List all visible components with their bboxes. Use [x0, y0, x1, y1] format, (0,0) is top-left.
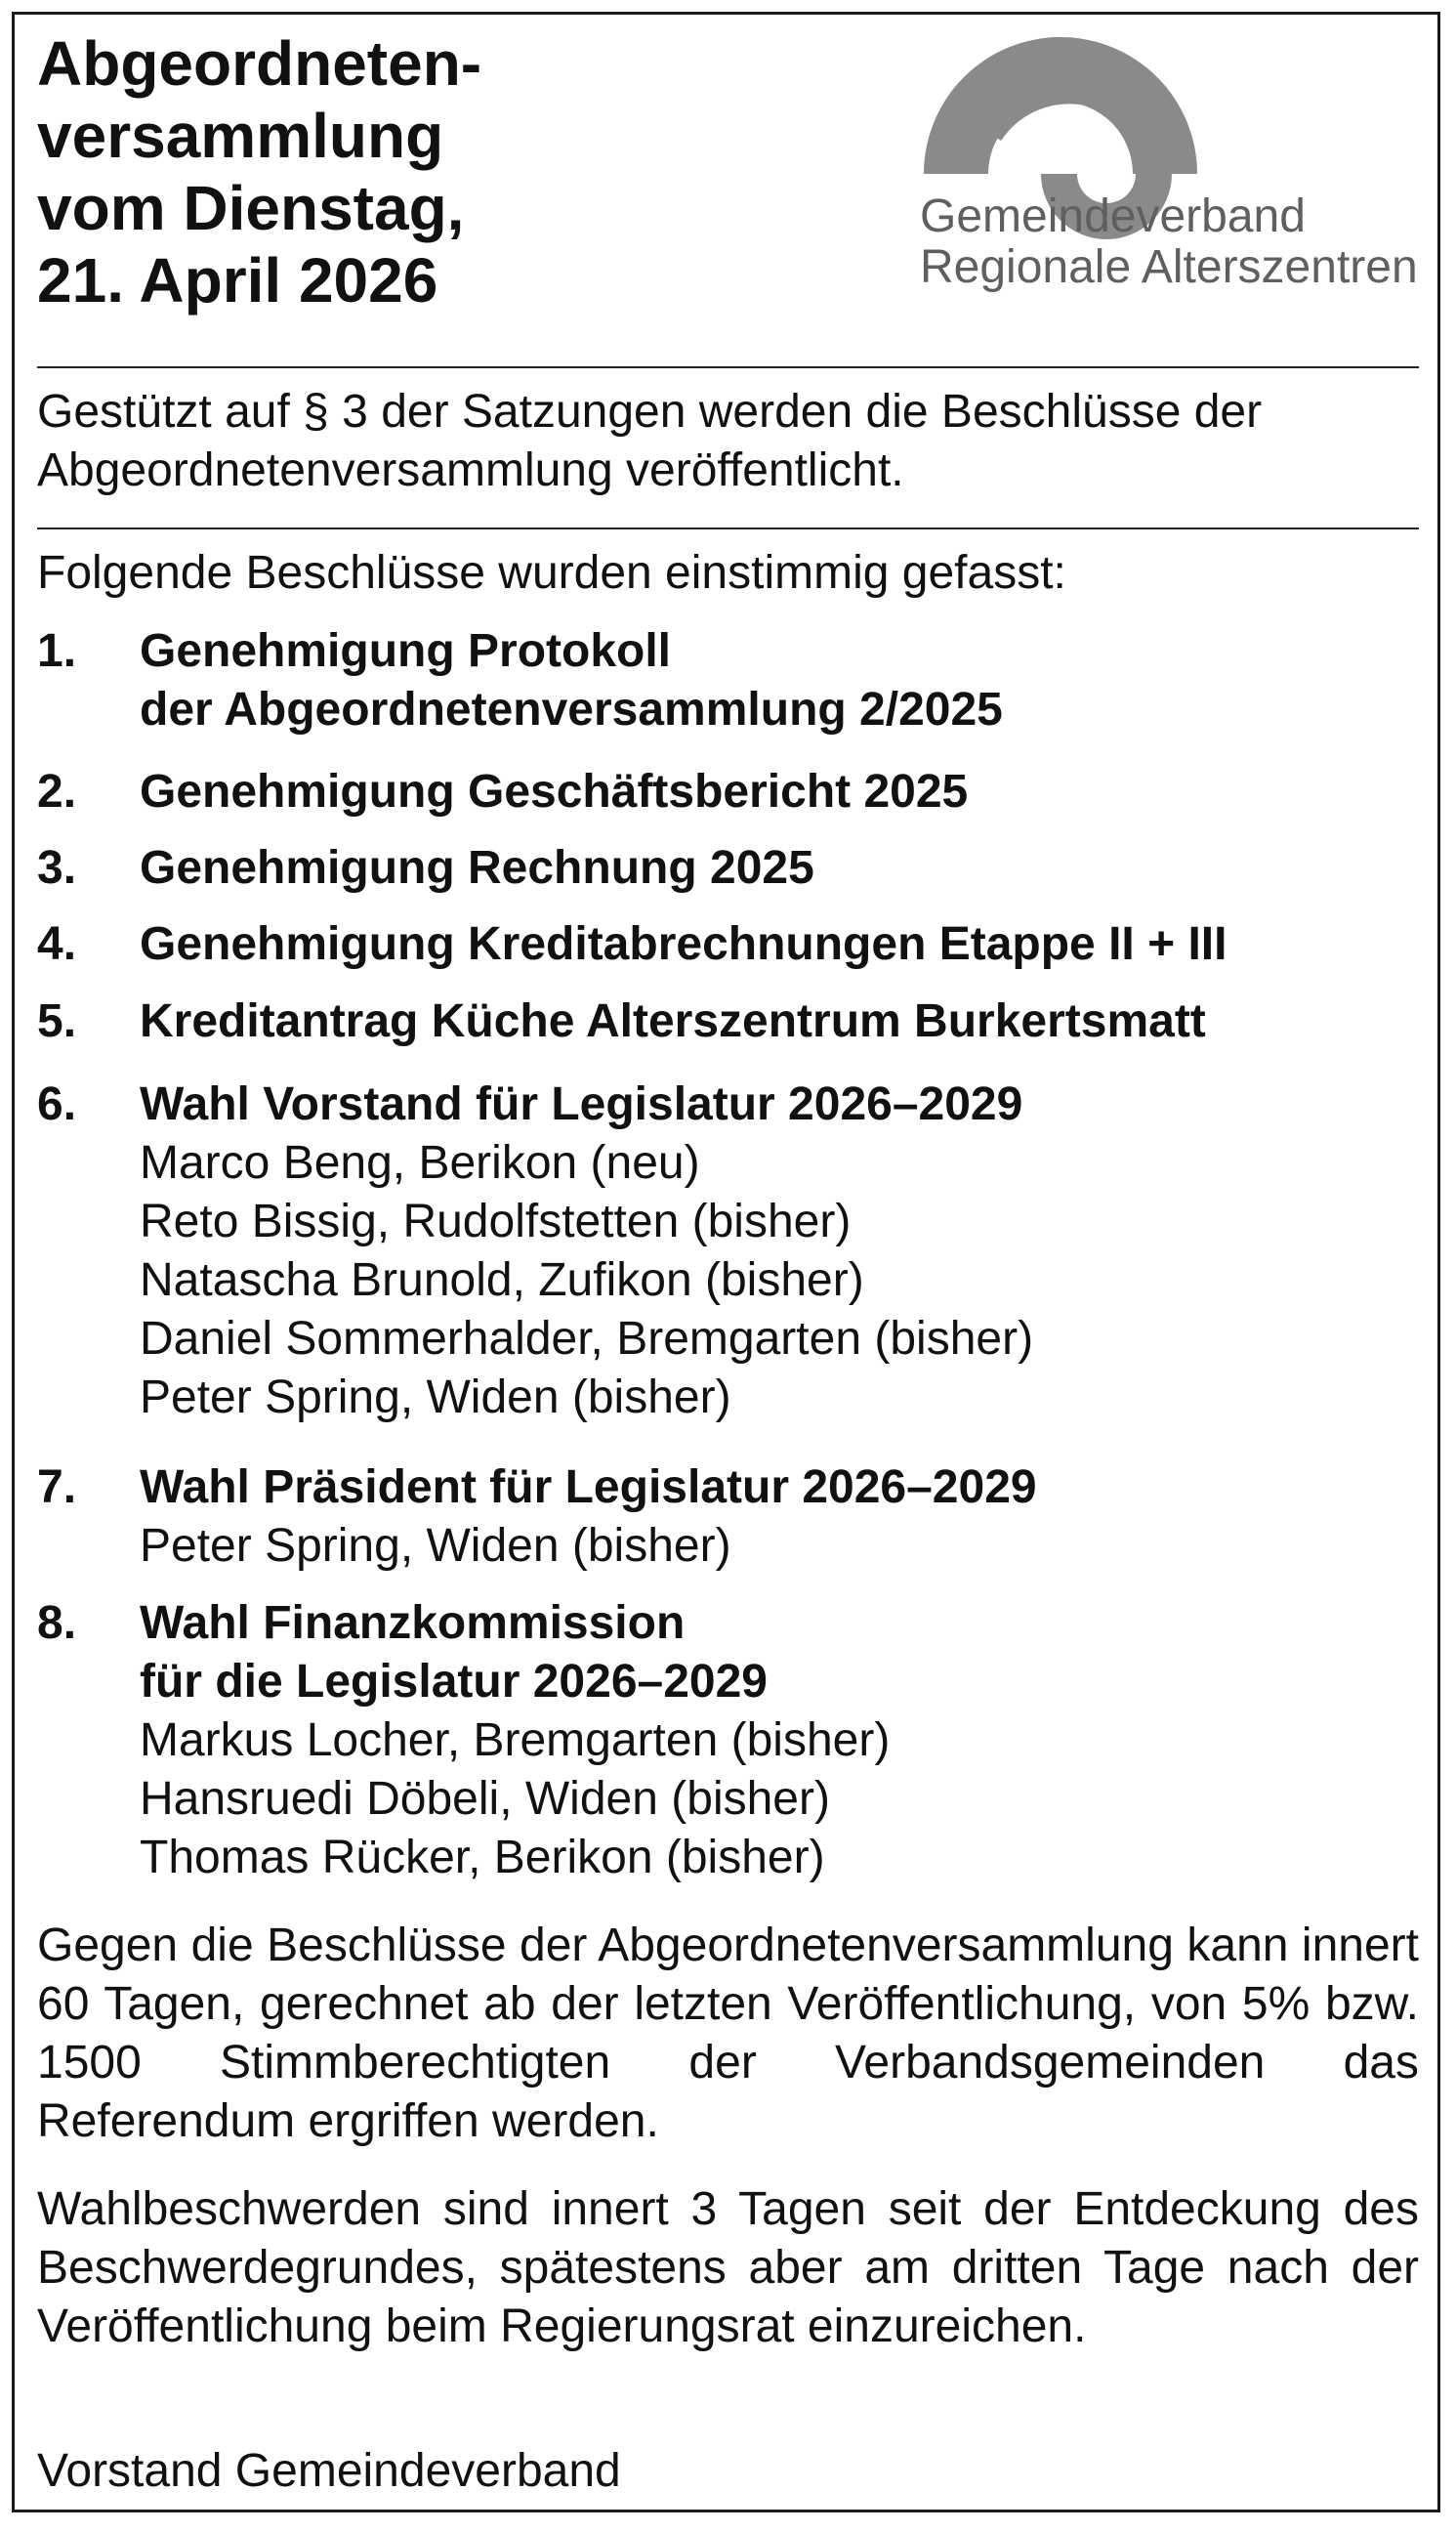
elected-person: Daniel Sommerhalder, Bremgarten (bisher) — [140, 1313, 1034, 1365]
item-title-line: Genehmigung Geschäftsbericht 2025 — [140, 766, 969, 818]
complaints-paragraph: Wahlbeschwerden sind innert 3 Tagen seit der Entdeckung des Beschwerdegrundes, spätestens aber am dritten Tage nach der Veröffentlichung beim Regierungsrat einzureichen. — [37, 2183, 1419, 2352]
item-title-line: der Abgeordnetenversammlung 2/2025 — [140, 684, 1003, 736]
divider-top — [37, 366, 1419, 368]
item-title-line: Genehmigung Rechnung 2025 — [140, 842, 814, 894]
item-title-line: Kreditantrag Küche Alterszentrum Burkertsmatt — [140, 995, 1206, 1047]
intro-paragraph: Gestützt auf § 3 der Satzungen werden die Beschlüsse der Abgeordnetenversammlung veröffentlicht. — [37, 386, 1263, 496]
elected-person: Marco Beng, Berikon (neu) — [140, 1137, 700, 1189]
notice-title — [37, 27, 916, 316]
item-number: 5. — [37, 995, 77, 1047]
title-line: versammlung — [37, 101, 444, 171]
signature: Vorstand Gemeindeverband — [37, 2445, 621, 2497]
item-number: 2. — [37, 766, 77, 818]
item-number: 6. — [37, 1078, 77, 1130]
logo-name-line: Regionale Alterszentren — [920, 241, 1418, 293]
item-title-line: Genehmigung Protokoll — [140, 625, 672, 677]
item-number: 4. — [37, 918, 77, 970]
item-title-line: Wahl Finanzkommission — [140, 1597, 686, 1649]
title-line: Abgeordneten- — [37, 28, 482, 99]
item-title-line: für die Legislatur 2026–2029 — [140, 1656, 768, 1708]
referendum-paragraph: Gegen die Beschlüsse der Abgeordnetenversammlung kann innert 60 Tagen, gerechnet ab der letzten Veröffentlichung, von 5% bzw. 1500 Stimmberechtigten der Verbandsgemeinden das Referendum ergriffen werden. — [37, 1920, 1419, 2147]
elected-person: Peter Spring, Widen (bisher) — [140, 1520, 731, 1572]
item-number: 8. — [37, 1597, 77, 1649]
title-line: vom Dienstag, — [37, 173, 465, 243]
item-title-line: Wahl Vorstand für Legislatur 2026–2029 — [140, 1078, 1023, 1130]
item-title-line: Genehmigung Kreditabrechnungen Etappe II + III — [140, 918, 1227, 970]
item-title-line: Wahl Präsident für Legislatur 2026–2029 — [140, 1461, 1037, 1513]
elected-person: Natascha Brunold, Zufikon (bisher) — [140, 1254, 864, 1306]
elected-person: Hansruedi Döbeli, Widen (bisher) — [140, 1773, 830, 1825]
item-number: 7. — [37, 1461, 77, 1513]
title-line: 21. April 2026 — [37, 245, 438, 316]
decisions-lead: Folgende Beschlüsse wurden einstimmig gefasst: — [37, 547, 1066, 599]
item-number: 1. — [37, 625, 77, 677]
elected-person: Thomas Rücker, Berikon (bisher) — [140, 1832, 825, 1883]
elected-person: Reto Bissig, Rudolfstetten (bisher) — [140, 1196, 852, 1247]
logo-name-line: Gemeindeverband — [920, 190, 1306, 242]
logo-wordmark — [920, 191, 1428, 293]
item-number: 3. — [37, 842, 77, 894]
divider-middle — [37, 528, 1419, 529]
elected-person: Markus Locher, Bremgarten (bisher) — [140, 1714, 891, 1766]
elected-person: Peter Spring, Widen (bisher) — [140, 1372, 731, 1423]
